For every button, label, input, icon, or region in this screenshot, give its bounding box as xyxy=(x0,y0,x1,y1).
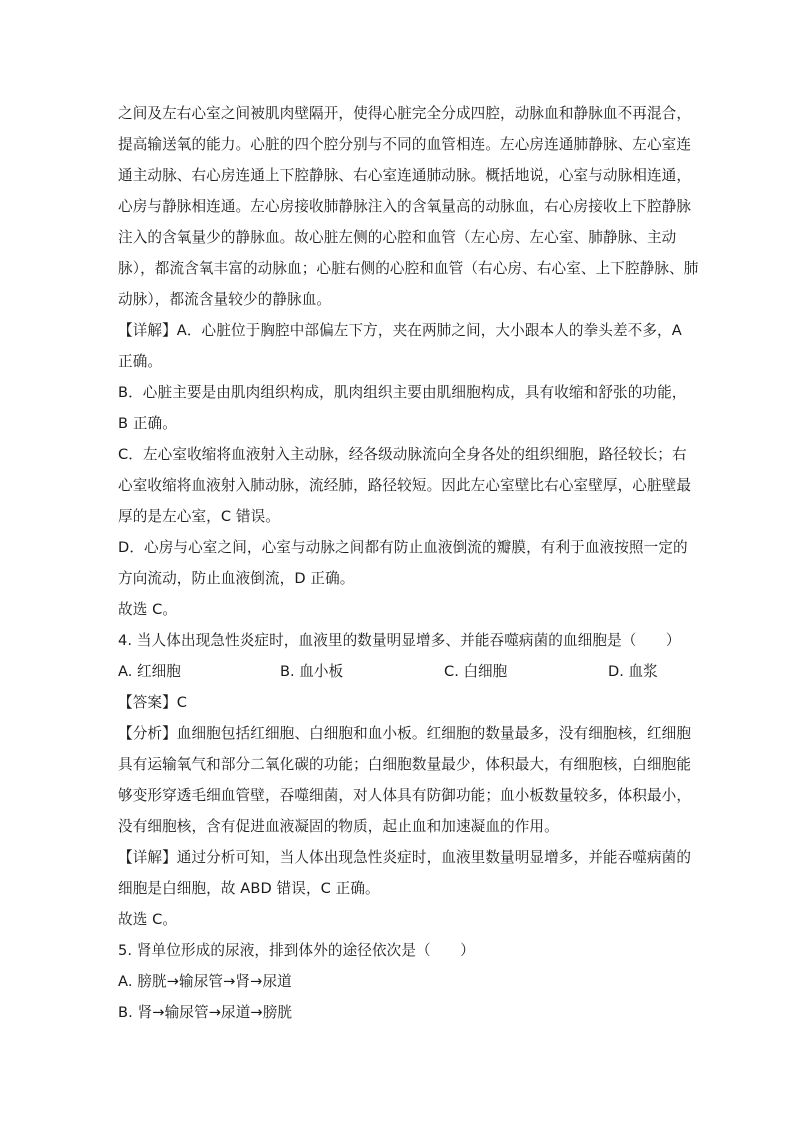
text-line: 心室收缩将血液射入肺动脉，流经肺，路径较短。因此左心室壁比右心室壁厚，心脏壁最 xyxy=(118,477,692,494)
text-line: 【详解】通过分析可知，当人体出现急性炎症时，血液里数量明显增多，并能吞噬病菌的 xyxy=(118,849,692,866)
text-line: 脉），都流含氧丰富的动脉血；心脏右侧的心腔和血管（右心房、右心室、上下腔静脉、肺 xyxy=(118,260,699,277)
question-options xyxy=(118,656,678,687)
text-line: 之间及左右心室之间被肌肉壁隔开，使得心脏完全分成四腔，动脉血和静脉血不再混合， xyxy=(118,105,692,122)
question-4 xyxy=(118,625,692,935)
text-line: 提高输送氧的能力。心脏的四个腔分别与不同的血管相连。左心房连通肺静脉、左心室连 xyxy=(118,136,692,153)
text-line: 厚的是左心室，C 错误。 xyxy=(118,508,280,525)
option-a: A. 红细胞 xyxy=(118,663,181,680)
q4-detail xyxy=(118,842,692,935)
text-line: 通主动脉、右心房连通上下腔静脉、右心室连通肺动脉。概括地说，心室与动脉相连通， xyxy=(118,167,692,184)
text-line: 细胞是白细胞，故 ABD 错误，C 正确。 xyxy=(118,880,380,897)
text-line: 方向流动，防止血液倒流，D 正确。 xyxy=(118,570,355,587)
text-line: 具有运输氧气和部分二氧化碳的功能；白细胞数量最少，体积最大，有细胞核，白细胞能 xyxy=(118,756,692,773)
text-line: 【分析】血细胞包括红细胞、白细胞和血小板。红细胞的数量最多，没有细胞核，红细胞 xyxy=(118,725,692,742)
q3-analysis-continued xyxy=(118,98,699,315)
q3-detail xyxy=(118,315,692,625)
text-line: 够变形穿透毛细血管壁，吞噬细菌，对人体具有防御功能；血小板数量较多，体积最小， xyxy=(118,787,692,804)
text-line: 注入的含氧量少的静脉血。故心脏左侧的心腔和血管（左心房、左心室、肺静脉、主动 xyxy=(118,229,677,246)
text-line: C．左心室收缩将血液射入主动脉，经各级动脉流向全身各处的组织细胞，路径较长；右 xyxy=(118,446,687,463)
text-line: D．心房与心室之间，心室与动脉之间都有防止血液倒流的瓣膜，有利于血液按照一定的 xyxy=(118,539,688,556)
text-line: 动脉），都流含量较少的静脉血。 xyxy=(118,291,332,308)
text-line: B 正确。 xyxy=(118,415,177,432)
answer-line: 【答案】C xyxy=(118,694,188,711)
q4-analysis xyxy=(118,718,692,842)
option-c: C. 白细胞 xyxy=(444,663,508,680)
text-line: 正确。 xyxy=(118,353,163,370)
text-line: 心房与静脉相连通。左心房接收肺静脉注入的含氧量高的动脉血，右心房接收上下腔静脉 xyxy=(118,198,692,215)
option-b: B. 肾→输尿管→尿道→膀胱 xyxy=(118,1004,293,1021)
page-content xyxy=(118,98,699,1028)
question-stem: 4. 当人体出现急性炎症时，血液里的数量明显增多、并能吞噬病菌的血细胞是（ ） xyxy=(118,632,681,649)
option-a: A. 膀胱→输尿管→肾→尿道 xyxy=(118,973,292,990)
option-d: D. 血浆 xyxy=(608,663,658,680)
option-b: B. 血小板 xyxy=(280,663,344,680)
text-line: B．心脏主要是由肌肉组织构成，肌肉组织主要由肌细胞构成，具有收缩和舒张的功能， xyxy=(118,384,687,401)
text-line: 故选 C。 xyxy=(118,601,178,618)
text-line: 故选 C。 xyxy=(118,911,178,928)
text-line: 没有细胞核，含有促进血液凝固的物质，起止血和加速凝血的作用。 xyxy=(118,818,559,835)
question-5 xyxy=(118,935,678,1028)
text-line: 【详解】A．心脏位于胸腔中部偏左下方，夹在两肺之间，大小跟本人的拳头差不多，A xyxy=(118,322,682,339)
question-stem: 5. 肾单位形成的尿液，排到体外的途径依次是（ ） xyxy=(118,942,475,959)
